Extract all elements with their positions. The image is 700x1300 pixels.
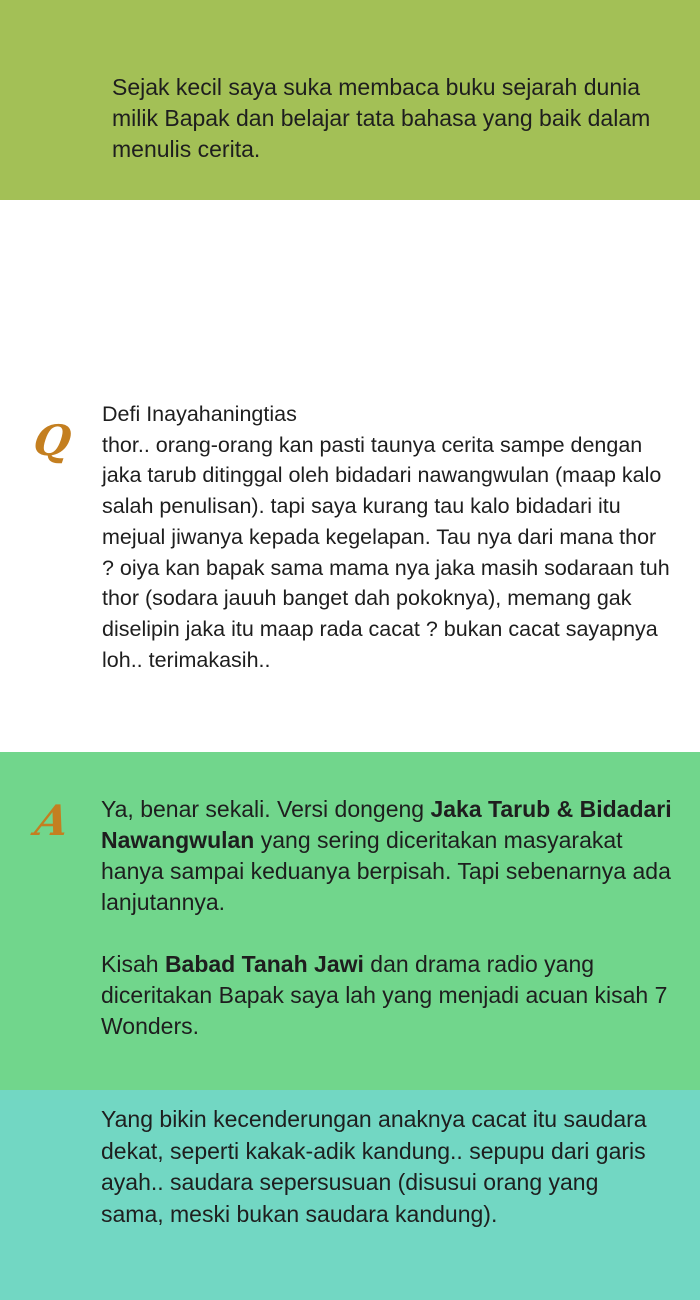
answer-section	[0, 752, 700, 1090]
question-text: thor.. orang-orang kan pasti taunya cerita sampe dengan jaka tarub ditinggal oleh bidadari nawangwulan (maap kalo salah penulisan). tapi saya kurang tau kalo bidadari itu mejual jiwanya kepada kegelapan. Tau nya dari mana thor ? oiya kan bapak sama mama nya jaka masih sodaraan tuh thor (sodara jauuh banget dah pokoknya), memang gak diselipin jaka itu maap rada cacat ? bukan cacat sayapnya loh.. terimakasih..	[102, 432, 670, 672]
answer-paragraph-1	[101, 794, 676, 918]
question-block	[102, 399, 672, 675]
answer-p1-bold: Jaka Tarub & Bidadari Nawangwulan	[101, 796, 672, 853]
answer-p1-text-b: yang sering diceritakan masyarakat hanya sampai keduanya berpisah. Tapi sebenarnya ada lanjutannya.	[101, 827, 671, 915]
intro-text: Sejak kecil saya suka membaca buku sejarah dunia milik Bapak dan belajar tata bahasa yang baik dalam menulis cerita.	[112, 74, 651, 162]
answer-p2-text-a: Kisah	[101, 951, 165, 977]
answer-p1-text-a: Ya, benar sekali. Versi dongeng	[101, 796, 431, 822]
answer-p2-text-b: dan drama radio yang diceritakan Bapak saya lah yang menjadi acuan kisah 7 Wonders.	[101, 951, 668, 1039]
question-section	[0, 200, 700, 752]
answer-paragraph-3: Yang bikin kecenderungan anaknya cacat itu saudara dekat, seperti kakak-adik kandung.. sepupu dari garis ayah.. saudara sepersusuan (disusui orang yang sama, meski bukan saudara kandung).	[101, 1106, 647, 1227]
answer-marker: A	[31, 796, 73, 845]
answer-block	[101, 794, 676, 1042]
answer-paragraph-2	[101, 949, 676, 1042]
intro-section	[0, 0, 700, 200]
answer-continuation-section	[0, 1090, 700, 1300]
answer-p2-bold: Babad Tanah Jawi	[164, 951, 364, 977]
question-marker: Q	[30, 416, 75, 465]
question-author: Defi Inayahaningtias	[102, 402, 297, 426]
